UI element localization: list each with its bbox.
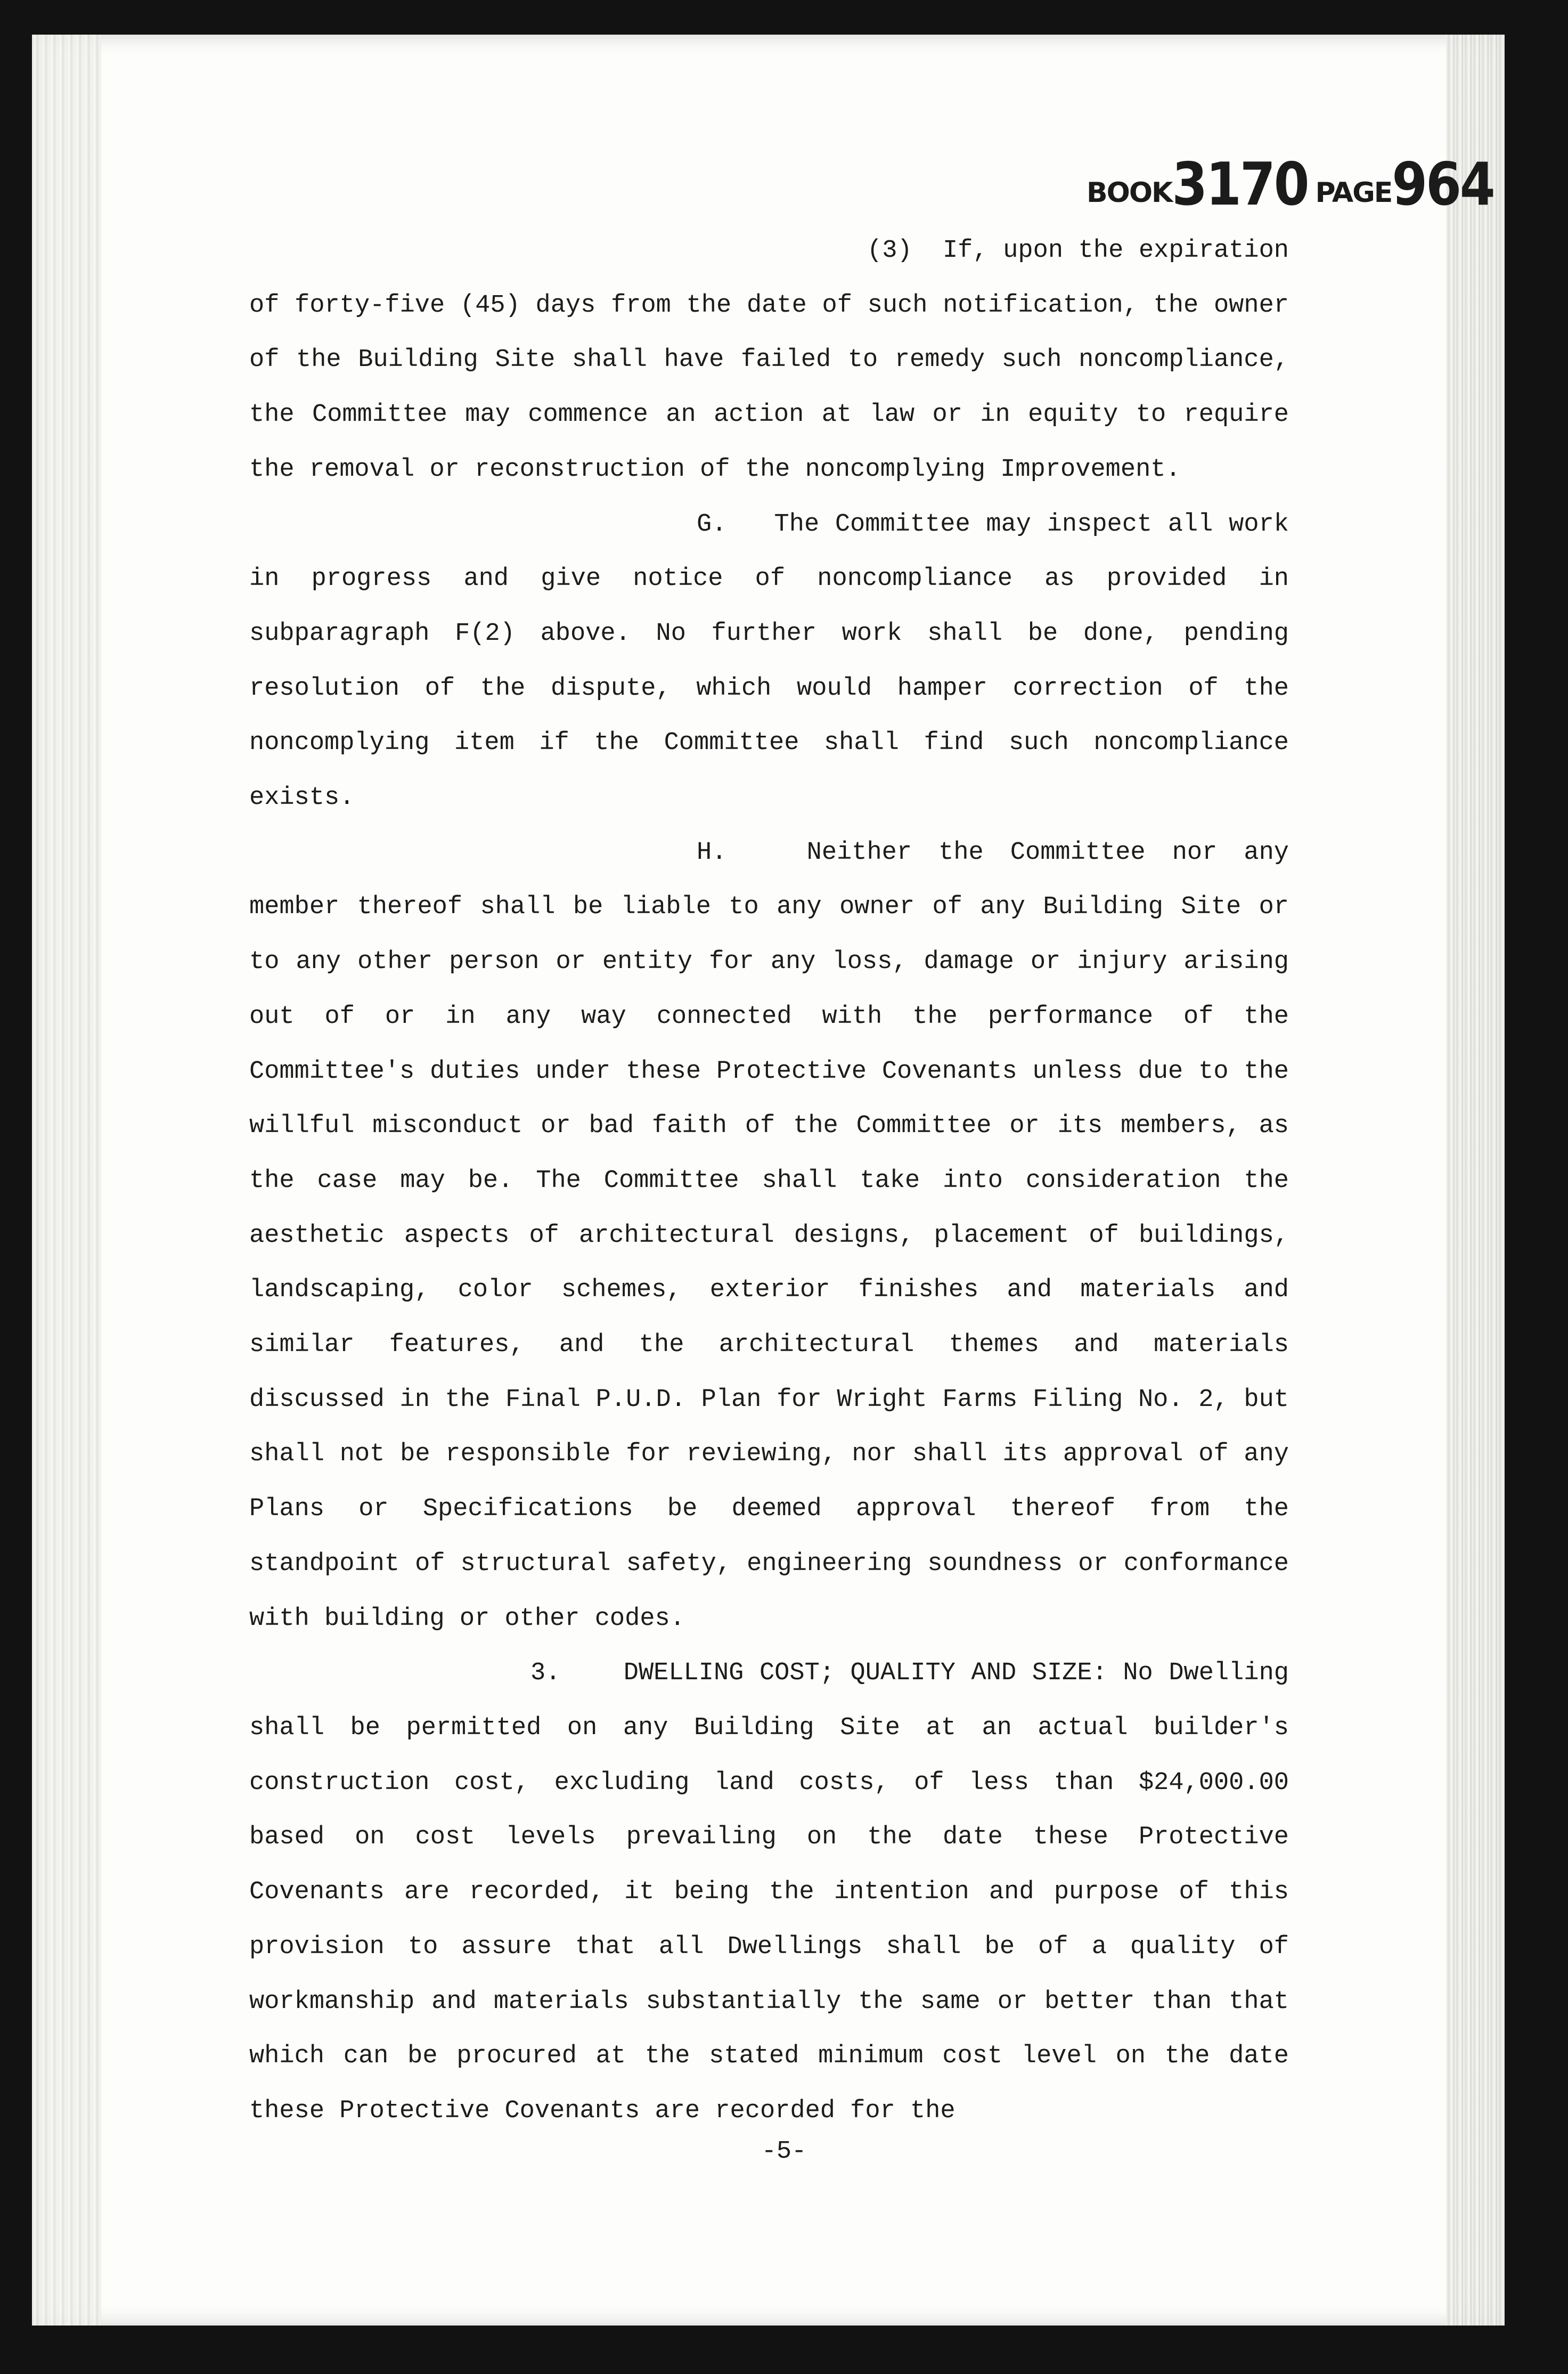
- paragraph-g: [249, 498, 1289, 826]
- paragraph-text: If, upon the expiration of forty-five (45) days from the date of such notification, the owner of the Building Site shall have failed to remedy such noncompliance, the Committee may commence an action at law or in equity to require the removal or reconstruction of the noncomplying Improvement.: [249, 237, 1289, 484]
- paragraph-3: [249, 224, 1289, 498]
- paragraph-label: G.: [697, 510, 727, 539]
- page-number-stamp: 964: [1392, 150, 1494, 219]
- page-left-edge: [32, 35, 101, 2326]
- paragraph-label: H.: [697, 838, 727, 867]
- paragraph-h: [249, 826, 1289, 1647]
- document-body: [249, 224, 1289, 2139]
- paragraph-text: Neither the Committee nor any member thereof shall be liable to any owner of any Building Site or to any other person or entity for any loss, damage or injury arising out of or in any way connected with the performance of the Committee's duties under these Protective Covenants unless due to the willful misconduct or bad faith of the Committee or its members, as the case may be. The Committee shall take into consideration the aesthetic aspects of architectural designs, placement of buildings, landscaping, color schemes, exterior finishes and materials and similar features, and the architectural themes and materials discussed in the Final P.U.D. Plan for Wright Farms Filing No. 2, but shall not be responsible for reviewing, nor shall its approval of any Plans or Specifications be deemed approval thereof from the standpoint of structural safety, engineering soundness or conformance with building or other codes.: [249, 838, 1289, 1633]
- book-page-stamp: [1087, 150, 1501, 219]
- section-label: 3.: [530, 1659, 561, 1688]
- section-3-dwelling-cost: [249, 1646, 1289, 2139]
- book-number: 3170: [1172, 150, 1308, 219]
- paragraph-text: The Committee may inspect all work in progress and give notice of noncompliance as provided in subparagraph F(2) above. No further work shall be done, pending resolution of the dispute, which would hamper correction of the noncomplying item if the Committee shall find such noncompliance exists.: [249, 510, 1289, 812]
- book-label: BOOK: [1087, 177, 1172, 209]
- paragraph-label: (3): [867, 237, 912, 265]
- page-label: PAGE: [1315, 177, 1392, 209]
- page-right-edge: [1446, 35, 1505, 2326]
- section-text: DWELLING COST; QUALITY AND SIZE: No Dwelling shall be permitted on any Building Site at an actual builder's construction cost, excluding land costs, of less than $24,000.00 based on cost levels prevailing on the date these Protective Covenants are recorded, it being the intention and purpose of this provision to assure that all Dwellings shall be of a quality of workmanship and materials substantially the same or better than that which can be procured at the stated minimum cost level on the date these Protective Covenants are recorded for the: [249, 1659, 1289, 2125]
- page-footer-number: -5-: [761, 2137, 807, 2166]
